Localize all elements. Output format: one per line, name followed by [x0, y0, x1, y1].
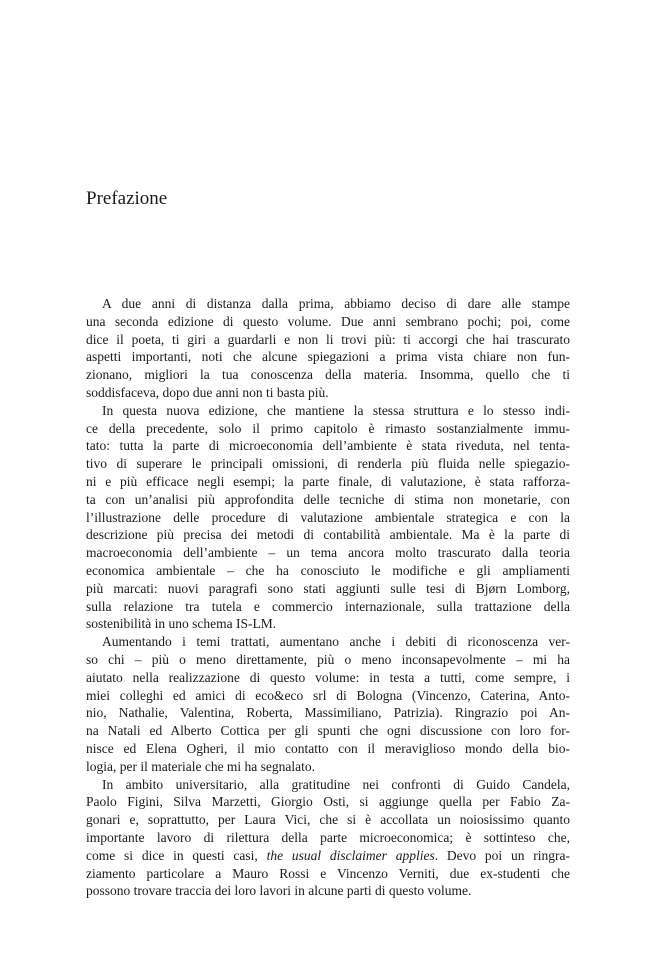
text-line: sostenibilità in uno schema IS-LM. — [86, 616, 277, 632]
text-line: descrizione più precisa dei metodi di contabilità ambientale. Ma è la parte di — [86, 527, 570, 543]
page-title: Prefazione — [86, 188, 168, 209]
text-line: In ambito universitario, alla gratitudine nei confronti di Guido Candela, — [102, 776, 570, 792]
text-line: A due anni di distanza dalla prima, abbiamo deciso di dare alle stampe — [102, 296, 570, 311]
text-segment: come si dice in questi casi, — [86, 847, 267, 863]
text-segment: . Devo poi un ringra- — [434, 847, 570, 863]
text-line: possono trovare traccia dei loro lavori in alcune parti di questo volume. — [86, 883, 472, 899]
paragraph-4 — [86, 776, 570, 901]
text-line: economica ambientale – che ha conosciuto le modifiche e gli ampliamenti — [86, 562, 570, 578]
text-line: tato: tutta la parte di microeconomia dell’ambiente è stata riveduta, nel tenta- — [86, 438, 570, 454]
text-line: tivo di superare le principali omissioni, di renderla più fluida nelle spiegazio- — [86, 456, 570, 472]
text-line: sulla relazione tra tutela e commercio internazionale, sulla trattazione della — [86, 598, 570, 614]
text-line: logia, per il materiale che mi ha segnalato. — [86, 758, 316, 774]
text-line: ta con un’analisi più approfondita delle tecniche di stima non monetarie, con — [86, 491, 570, 507]
text-line: dice il poeta, ti giri a guardarli e non li trovi più: ti accorgi che hai trascurato — [86, 331, 570, 347]
text-line: macroeconomia dell’ambiente – un tema ancora molto trascurato dalla teoria — [86, 545, 570, 561]
text-line: ziamento particolare a Mauro Rossi e Vincenzo Verniti, due ex-studenti che — [86, 865, 570, 881]
preface-body — [86, 295, 570, 900]
text-line: In questa nuova edizione, che mantiene la stessa struttura e lo stesso indi- — [102, 402, 570, 418]
text-line: zionano, migliori la tua conoscenza della materia. Insomma, quello che ti — [86, 367, 570, 383]
paragraph-1 — [86, 295, 570, 402]
text-line: gonari e, soprattutto, per Laura Vici, che si è accollata un noiosissimo quanto — [86, 812, 570, 828]
text-line: una seconda edizione di questo volume. Due anni sembrano pochi; poi, come — [86, 313, 570, 329]
text-line: nio, Nathalie, Valentina, Roberta, Massimiliano, Patrizia). Ringrazio poi An- — [86, 705, 570, 721]
text-line-with-italic — [86, 847, 570, 865]
text-line: Aumentando i temi trattati, aumentano anche i debiti di riconoscenza ver- — [102, 634, 570, 650]
paragraph-3 — [86, 633, 570, 775]
text-line: ce della precedente, solo il primo capitolo è rimasto sostanzialmente immu- — [86, 420, 570, 436]
text-line: più marcati: nuovi paragrafi sono stati aggiunti sulle tesi di Bjørn Lomborg, — [86, 580, 570, 596]
text-line: importante lavoro di rilettura della parte microeconomica; è sottinteso che, — [86, 829, 570, 845]
text-line: aspetti importanti, noti che alcune spiegazioni a prima vista chiare non fun- — [86, 349, 570, 365]
text-line: na Natali ed Alberto Cottica per gli spunti che ogni discussione con loro for- — [86, 723, 570, 739]
text-line: miei colleghi ed amici di eco&eco srl di Bologna (Vincenzo, Caterina, Anto- — [86, 687, 570, 703]
text-line: so chi – più o meno direttamente, più o meno inconsapevolmente – mi ha — [86, 651, 570, 667]
text-line: aiutato nella realizzazione di questo volume: in testa a tutti, come sempre, i — [86, 669, 570, 685]
text-line: soddisfaceva, dopo due anni non ti basta più. — [86, 384, 329, 400]
text-line: nisce ed Elena Ogheri, il mio contatto con il meraviglioso mondo della bio- — [86, 740, 570, 756]
paragraph-2 — [86, 402, 570, 633]
text-line: Paolo Figini, Silva Marzetti, Giorgio Osti, si aggiunge quella per Fabio Za- — [86, 794, 570, 810]
italic-phrase: the usual disclaimer applies — [266, 847, 435, 863]
text-line: ni e più efficace negli esempi; la parte finale, di valutazione, è stata rafforza- — [86, 473, 570, 489]
text-line: l’illustrazione delle procedure di valutazione ambientale strategica e con la — [86, 509, 570, 525]
